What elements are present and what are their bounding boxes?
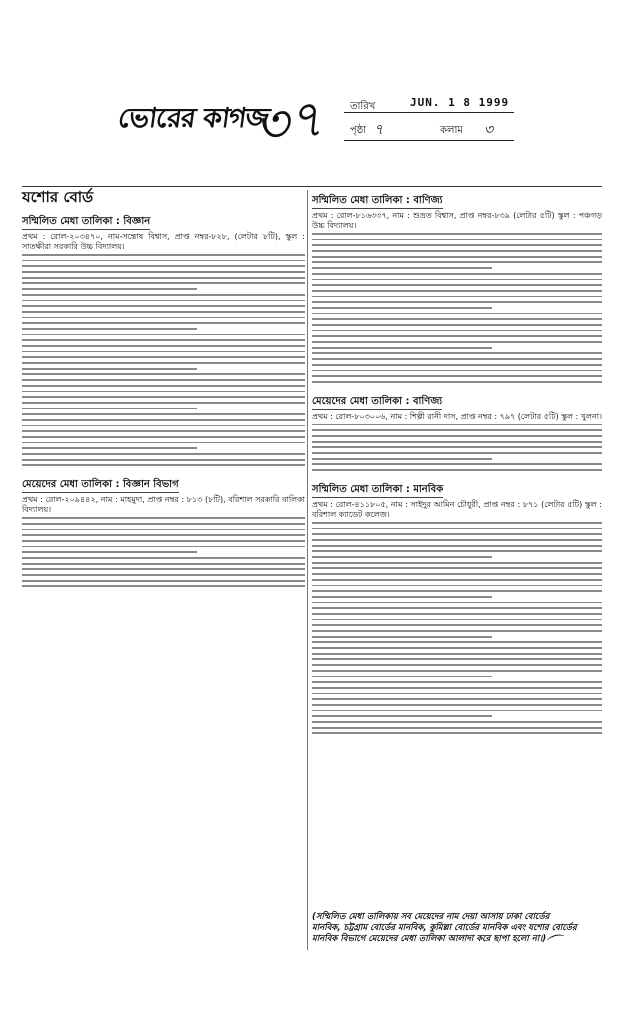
left-sections <box>22 209 305 587</box>
text-line <box>312 244 602 246</box>
text-line <box>312 670 602 672</box>
text-line <box>22 447 197 449</box>
text-line <box>22 402 305 404</box>
text-line <box>312 619 602 621</box>
text-line <box>312 370 602 372</box>
text-line <box>312 358 602 360</box>
text-line <box>22 271 305 273</box>
merit-list-section <box>312 188 602 383</box>
text-line <box>312 636 492 638</box>
text-line <box>312 573 602 575</box>
article-top-rule <box>22 186 602 187</box>
merit-list-section <box>312 389 602 471</box>
section-heading: সম্মিলিত মেধা তালিকা : বিজ্ঞান <box>22 215 150 230</box>
text-line <box>312 732 602 734</box>
text-line <box>312 562 602 564</box>
clip-slip <box>344 96 514 144</box>
text-line <box>22 300 305 302</box>
text-line <box>22 517 305 519</box>
text-line <box>312 647 602 649</box>
dense-text-lines <box>312 233 602 383</box>
text-line <box>22 408 197 410</box>
text-line <box>312 469 602 471</box>
column-divider <box>307 190 308 950</box>
page-label: পৃষ্ঠা <box>350 125 367 136</box>
right-column <box>312 188 602 740</box>
left-column <box>22 188 305 593</box>
text-line <box>22 328 197 330</box>
text-line <box>22 351 305 353</box>
text-line <box>312 687 602 689</box>
section-opening-text: প্রথম : রোল-২০৯৪৪২, নাম : মাহমুদা, প্রাপ্ত নম্বর : ৮১৩ (৮টি), বরিশাল সরকারি বালিকা বিদ্যালয়। <box>22 495 305 515</box>
masthead-logo: ভোরের কাগজ <box>116 103 271 134</box>
text-line <box>22 368 197 370</box>
text-line <box>22 546 305 548</box>
text-line <box>22 568 305 570</box>
text-line <box>22 260 305 262</box>
section-heading: মেয়েদের মেধা তালিকা : বাণিজ্য <box>312 395 442 410</box>
text-line <box>312 341 602 343</box>
text-line <box>312 653 602 655</box>
text-line <box>312 602 602 604</box>
text-line <box>312 290 602 292</box>
text-line <box>312 352 602 354</box>
text-line <box>22 557 305 559</box>
text-line <box>22 345 305 347</box>
text-line <box>22 563 305 565</box>
text-line <box>22 362 305 364</box>
text-line <box>22 585 305 587</box>
text-line <box>22 453 305 455</box>
section-opening-text: প্রথম : রোল-৮১৬৩৩৭, নাম : শুভ্রত বিশ্বাস, প্রাপ্ত নম্বর-৮৩৯ (লেটার ৫টি) স্কুল : পঞ্চগড় উচ্চ বিদ্যালয়। <box>312 211 602 230</box>
text-line <box>22 413 305 415</box>
text-line <box>312 681 602 683</box>
text-line <box>22 459 305 461</box>
dense-text-lines <box>312 522 602 734</box>
text-line <box>312 624 602 626</box>
closing-note: (সম্মিলিত মেধা তালিকায় সব মেয়েদের নাম দেয়া আসায় ঢাকা বোর্ডের মানবিক, চট্টগ্রাম বোর্ডের মানবিক, কুমিল্লা বোর্ডের মানবিক এবং যশোর বোর্ডের মানবিক বিভাগে মেয়েদের মেধা তালিকা আলাদা করে ছাপা হলো না।) <box>312 912 577 944</box>
text-line <box>22 373 305 375</box>
text-line <box>312 539 602 541</box>
text-line <box>312 318 602 320</box>
text-line <box>312 715 492 717</box>
text-line <box>312 721 602 723</box>
text-line <box>312 698 602 700</box>
text-line <box>312 641 602 643</box>
text-line <box>312 704 602 706</box>
text-line <box>312 585 602 587</box>
text-line <box>312 658 602 660</box>
text-line <box>312 324 602 326</box>
text-line <box>312 590 602 592</box>
text-line <box>22 254 305 256</box>
section-opening-text: প্রথম : রোল-৮০৩০০৬, নাম : শিল্পী রানী দাস, প্রাপ্ত নম্বর : ৭৯৭ (লেটার ৫টি) স্কুল : খুলনা। <box>312 411 602 421</box>
text-line <box>312 463 602 465</box>
text-line <box>312 284 602 286</box>
dense-text-lines <box>22 517 305 587</box>
text-line <box>22 523 305 525</box>
section-heading: সম্মিলিত মেধা তালিকা : বাণিজ্য <box>312 194 443 209</box>
text-line <box>312 301 602 303</box>
text-line <box>22 385 305 387</box>
text-line <box>312 381 602 383</box>
text-line <box>312 261 602 263</box>
text-line <box>22 391 305 393</box>
column-label: কলাম <box>440 125 463 136</box>
text-line <box>22 419 305 421</box>
text-line <box>312 727 602 729</box>
text-line <box>22 551 197 553</box>
text-line <box>312 273 602 275</box>
text-line <box>22 277 305 279</box>
text-line <box>312 528 602 530</box>
text-line <box>312 296 602 298</box>
dense-text-lines <box>312 424 602 471</box>
text-line <box>312 630 602 632</box>
text-line <box>312 613 602 615</box>
text-line <box>22 311 305 313</box>
section-opening-text: প্রথম : রোল-৪১১৮০৫, নাম : সাইদুর আমিন চৌধুরী, প্রাপ্ত নম্বর : ৮৭১ (লেটার ৫টি) স্কুল : বরিশাল ক্যাডেট কলেজ। <box>312 499 602 519</box>
text-line <box>22 396 305 398</box>
text-line <box>22 464 305 466</box>
text-line <box>22 282 305 284</box>
board-title: যশোর বোর্ড <box>22 188 94 206</box>
text-line <box>22 339 305 341</box>
merit-list-section <box>22 209 305 466</box>
text-line <box>312 550 602 552</box>
text-line <box>312 441 602 443</box>
text-line <box>312 364 602 366</box>
text-line <box>312 533 602 535</box>
text-line <box>312 567 602 569</box>
section-opening-text: প্রথম : রোল-২০৩৪৭০, নাম-সন্তোষ বিশ্বাস, প্রাপ্ত নম্বর-৮২৮, (লেটার ৮টি), স্কুল : সাতক্ষীরা সরকারি উচ্চ বিদ্যালয়। <box>22 232 305 251</box>
text-line <box>312 435 602 437</box>
text-line <box>22 265 305 267</box>
text-line <box>22 334 305 336</box>
text-line <box>22 425 305 427</box>
text-line <box>312 313 602 315</box>
text-line <box>312 596 492 598</box>
text-line <box>312 556 492 558</box>
text-line <box>312 579 602 581</box>
text-line <box>22 534 305 536</box>
handwritten-mark: ৩৭ <box>250 88 327 158</box>
merit-list-section <box>22 472 305 587</box>
section-heading: মেয়েদের মেধা তালিকা : বিজ্ঞান বিভাগ <box>22 478 179 493</box>
text-line <box>312 693 602 695</box>
text-line <box>312 233 602 235</box>
text-line <box>312 256 602 258</box>
section-heading: সম্মিলিত মেধা তালিকা : মানবিক <box>312 483 443 498</box>
text-line <box>312 607 602 609</box>
text-line <box>22 356 305 358</box>
date-label: তারিখ <box>350 101 376 112</box>
column-value: ৩ <box>484 122 494 138</box>
text-line <box>22 442 305 444</box>
text-line <box>312 452 602 454</box>
text-line <box>22 317 305 319</box>
text-line <box>22 529 305 531</box>
text-line <box>312 545 602 547</box>
page-value: ৭ <box>374 122 384 138</box>
text-line <box>22 430 305 432</box>
text-line <box>312 710 602 712</box>
text-line <box>312 239 602 241</box>
merit-list-section <box>312 477 602 734</box>
text-line <box>22 322 305 324</box>
text-line <box>312 307 492 309</box>
text-line <box>312 446 602 448</box>
pen-mark: ⌒ <box>545 931 569 957</box>
text-line <box>312 676 492 678</box>
text-line <box>312 335 602 337</box>
text-line <box>312 522 602 524</box>
text-line <box>22 580 305 582</box>
text-line <box>22 288 197 290</box>
text-line <box>312 250 602 252</box>
text-line <box>312 429 602 431</box>
text-line <box>22 379 305 381</box>
text-line <box>22 540 305 542</box>
text-line <box>312 279 602 281</box>
text-line <box>22 305 305 307</box>
text-line <box>312 347 492 349</box>
text-line <box>22 436 305 438</box>
text-line <box>312 267 492 269</box>
text-line <box>312 664 602 666</box>
text-line <box>22 574 305 576</box>
right-sections <box>312 188 602 734</box>
date-stamp: JUN. 1 8 1999 <box>410 96 510 109</box>
text-line <box>312 424 602 426</box>
dense-text-lines <box>22 254 305 466</box>
text-line <box>312 330 602 332</box>
text-line <box>312 375 602 377</box>
text-line <box>312 458 492 460</box>
text-line <box>22 294 305 296</box>
